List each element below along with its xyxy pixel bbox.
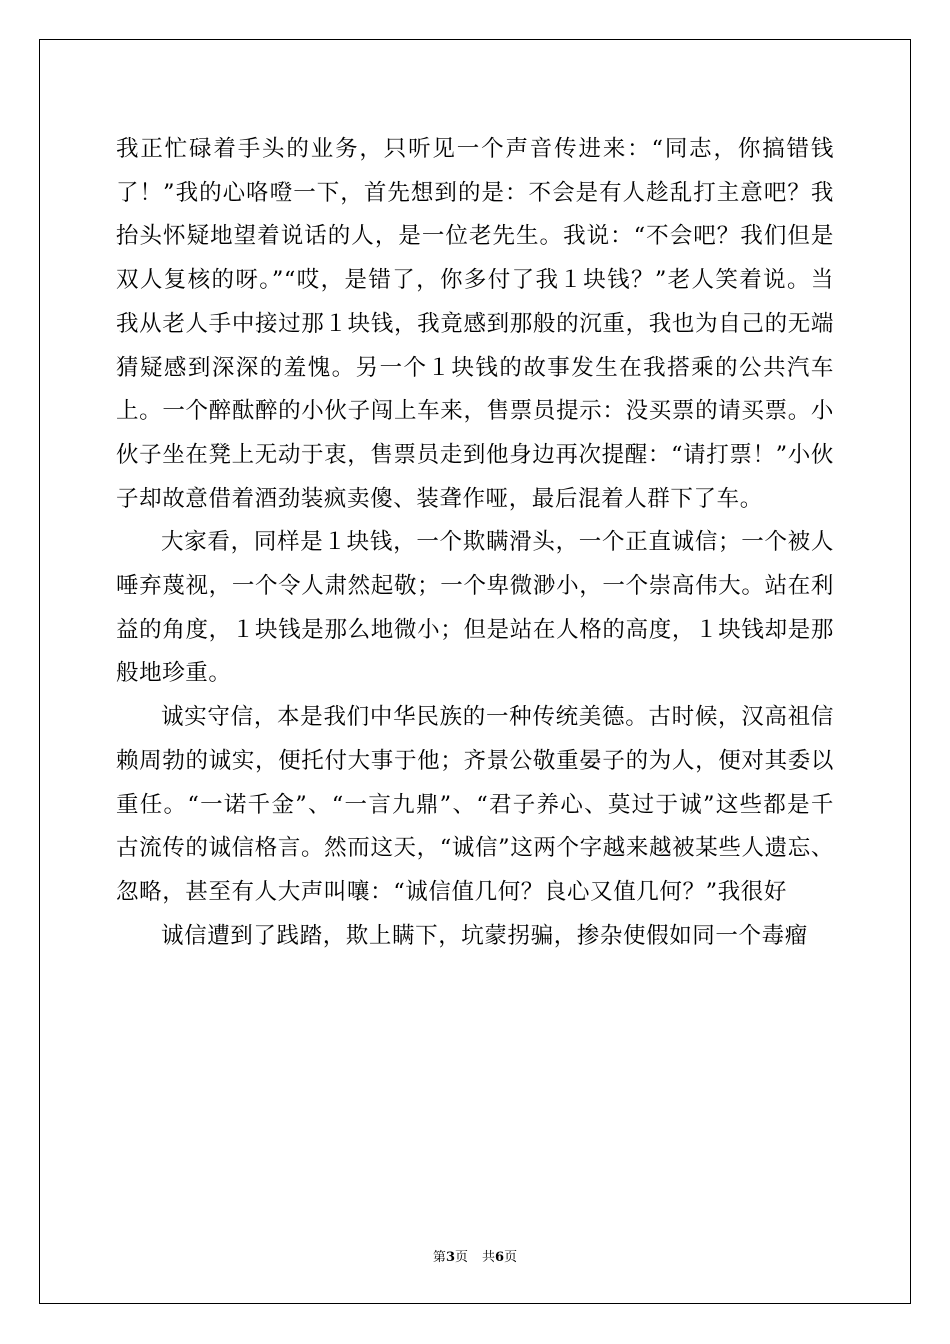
page-number: 第3页 [432, 1250, 468, 1265]
paragraph-3: 诚实守信，本是我们中华民族的一种传统美德。古时候，汉高祖信赖周勃的诚实，便托付大事于他；齐景公敬重晏子的为人，便对其委以重任。“一诺千金”、“一言九鼎”、“君子养心、莫过于诚”这些都是千古流传的诚信格言。然而这天，“诚信”这两个字越来越被某些人遗忘、忽略，甚至有人大声叫嚷：“诚信值几何？良心又值几何？”我很好 [116, 704, 834, 905]
page-total: 共6页 [482, 1250, 518, 1265]
paragraph-1: 我正忙碌着手头的业务，只听见一个声音传进来：“同志，你搞错钱了！”我的心咯噔一下，首先想到的是：不会是有人趁乱打主意吧？我抬头怀疑地望着说话的人，是一位老先生。我说：“不会吧？我们但是双人复核的呀。”“哎，是错了，你多付了我１块钱？”老人笑着说。当我从老人手中接过那１块钱，我竟感到那般的沉重，我也为自己的无端猜疑感到深深的羞愧。另一个１块钱的故事发生在我搭乘的公共汽车上。一个醉酞醉的小伙子闯上车来，售票员提示：没买票的请买票。小伙子坐在凳上无动于衷，售票员走到他身边再次提醒：“请打票！”小伙子却故意借着酒劲装疯卖傻、装聋作哑，最后混着人群下了车。 [116, 136, 834, 512]
document-body [116, 128, 834, 958]
page-footer [0, 1246, 950, 1265]
paragraph-2: 大家看，同样是１块钱，一个欺瞒滑头，一个正直诚信；一个被人唾弃蔑视，一个令人肃然起敬；一个卑微渺小，一个崇高伟大。站在利益的角度，１块钱是那么地微小；但是站在人格的高度，１块钱却是那般地珍重。 [116, 529, 834, 687]
paragraph-4: 诚信遭到了践踏，欺上瞒下，坑蒙拐骗，掺杂使假如同一个毒瘤 [161, 922, 808, 949]
